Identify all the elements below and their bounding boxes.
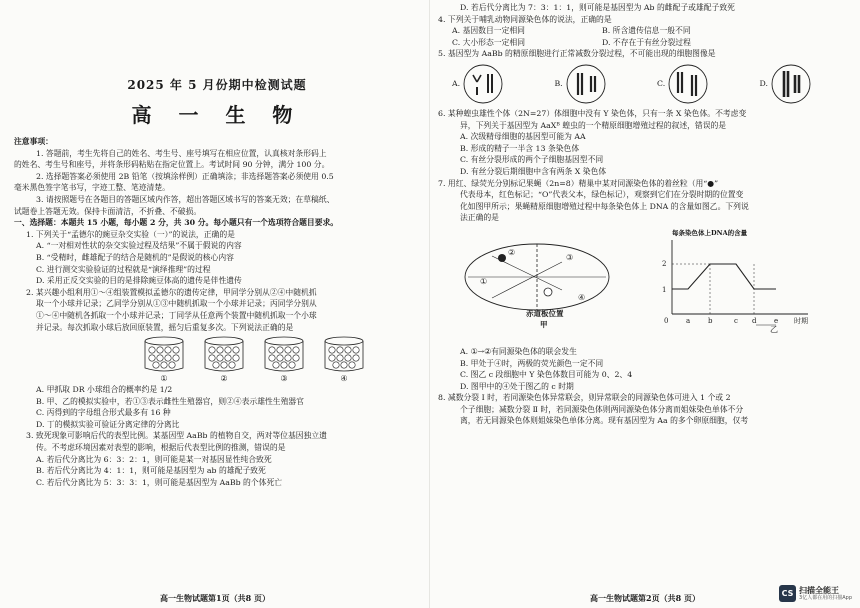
question-8-stem: 个子细胞；减数分裂 Ⅱ 时，若同源染色体则两同源染色体分离而姐妹染色单体不分 [460,404,744,414]
spindle-diagram [462,242,612,312]
question-6-stem: 6. 某种蝗虫雄性个体（2N=27）体细胞中没有 Y 染色体，只有一条 X 染色体。不考虑变 [438,108,747,118]
spindle-marker: ③ [566,252,574,262]
question-1-option: C. 进行测交实验验证的过程就是“演绎推理”的过程 [36,264,211,274]
question-7-option: D. 图甲中的④处于图乙的 c 时期 [460,381,574,391]
cell-option-label: D. [759,79,768,89]
graph-x-tick-label: e [774,316,779,325]
dna-content-line [672,264,776,289]
beaker [142,336,186,383]
notice-line: 试题卷上答题无效。保持卡面清洁，不折叠、不破损。 [14,206,202,216]
camscanner-name: 扫描全能王 [799,585,840,595]
question-1-option: B. “受精时，雌雄配子的结合是随机的”是假说的核心内容 [36,252,234,262]
beaker [262,336,306,383]
spindle-marker: ② [508,247,516,257]
notice-line: 2. 选择题答案必须使用 2B 铅笔（按填涂样例）正确填涂；非选择题答案必须使用 0.5 [36,171,334,181]
beaker-figure [134,336,374,383]
graph-x-tick-label: a [686,316,691,325]
camscanner-logo-icon: CS [779,585,796,602]
question-2-option: B. 甲、乙的模拟实验中，若①③表示雌性生殖器官，则②④表示雄性生殖器官 [36,396,304,406]
dna-graph-title: 每条染色体上DNA的含量 [672,228,748,237]
question-3-option: D. 若后代分离比为 7：3：1：1，则可能是基因型为 Ab 的雌配子或雄配子致死 [460,3,735,12]
page-footer: 高一生物试题第2页（共8 页） [590,593,700,603]
question-6-option: D. 有丝分裂后期细胞中含有两条 X 染色体 [460,166,607,176]
question-7-stem: 代表母本，红色标记；“O”代表父本，绿色标记），观察到它们在分裂时期的位置变 [460,190,744,200]
cell-option [760,63,812,105]
question-3-option: C. 若后代分离比为 5：3：3：1，则可能是基因型为 AaBb 的个体死亡 [36,477,283,487]
question-1-stem: 1. 下列关于“孟德尔的豌豆杂交实验（一）”的说法，正确的是 [26,229,235,239]
beaker [322,336,366,383]
question-3-stem: 传。不考虑环境因素对表型的影响，根据后代表型比例的推测，错误的是 [36,443,286,453]
question-8-stem: 离，若无同源染色体则姐妹染色单体分离。现有基因型为 Aa 的多个卵原细胞，仅考 [460,416,749,426]
question-4-option: C. 大小形态一定相同 [452,37,526,47]
graph-x-tick-label: c [734,316,738,325]
graph-y-tick-label: 1 [662,285,667,294]
graph-y-tick-label: 2 [662,259,667,268]
exam-title: 2025 年 5 月份期中检测试题 [127,78,307,92]
question-7-stem: 法正确的是 [460,213,499,223]
beaker-icon [262,336,306,374]
question-2-stem: 并记录。每次抓取小球后放回原装置，摇匀后重复多次。下列说法正确的是 [36,322,294,332]
question-4-options [438,25,846,37]
cell-option [554,63,606,105]
section-heading: 一、选择题：本题共 15 小题，每小题 2 分，共 30 分。每小题只有一个选项符合题目要求。 [14,218,339,228]
question-1-option: A. “一对相对性状的杂交实验过程及结果”不属于假说的内容 [36,241,242,251]
figure-yi-label: 乙 [770,324,778,334]
cell-option-label: B. [554,79,563,89]
notice-line: 的姓名、考生号和座号，并将条形码粘贴在指定位置上。考试时间 90 分钟，满分 100 分。 [14,160,330,170]
cell-option-label: A. [452,79,461,89]
question-3-stem: 3. 致死现象可影响后代的表型比例。某基因型 AaBb 的植物自交，两对等位基因独立遗 [26,431,327,441]
beaker-number: ① [160,374,168,384]
cell-diagram-icon [462,63,504,105]
beaker-number: ② [220,374,228,384]
exam-page-2 [430,0,860,608]
beaker-icon [202,336,246,374]
question-2-option: D. 丁的模拟实验可验证分离定律的分离比 [36,419,180,429]
question-6-option: A. 次级精母细胞的基因型可能为 AA [460,132,586,142]
question-2-stem: 取一个小球并记录；乙同学分别从①③中随机抓取一个小球并记录；丙同学分别从 [36,299,317,309]
question-4-stem: 4. 下列关于哺乳动物同源染色体的说法，正确的是 [438,14,612,24]
subject-title: 高 一 生 物 [131,103,303,127]
question-2-stem: 2. 某兴趣小组利用①～④组装置模拟孟德尔的遗传定律，甲同学分别从②④中随机抓 [26,287,317,297]
equatorial-plate-label: 赤道板位置 [526,308,564,318]
notice-line: 毫米黑色签字笔书写，字迹工整、笔迹清楚。 [14,183,170,193]
question-6-option: B. 形成的精子一半含 13 条染色体 [460,143,580,153]
graph-origin-label: 0 [664,316,669,325]
beaker-number: ④ [340,374,348,384]
question-4-option: D. 不存在于有丝分裂过程 [602,37,691,47]
cell-option-label: C. [657,79,666,89]
beaker-icon [322,336,366,374]
figure-jia-label: 甲 [540,319,548,329]
cell-diagram-icon [565,63,607,105]
notice-line: 1. 答题前，考生先将自己的姓名、考生号、座号填写在相应位置，认真核对条形码上 [36,148,327,158]
graph-x-tick-label: d [752,316,757,325]
question-2-option: C. 丙得到的字母组合形式最多有 16 种 [36,408,171,418]
question-4-option: B. 所含遗传信息一般不同 [602,26,691,36]
cell-option [657,63,709,105]
page-footer: 高一生物试题第1页（共8 页） [160,593,270,603]
question-7-option: A. ①→②有同源染色体的联会发生 [460,346,577,356]
camscanner-watermark [779,585,852,602]
question-6-option: C. 有丝分裂形成的两个子细胞基因型不同 [460,155,604,165]
beaker [202,336,246,383]
cell-option [452,63,504,105]
question-7-stem: 化如图甲所示；果蝇精原细胞增殖过程中每条染色体上 DNA 的含量如图乙。下列说 [460,201,749,211]
question-8-stem: 8. 减数分裂 Ⅰ 时，若同源染色体异常联会，则异常联会的同源染色体可进入 1 个或 2 [438,393,731,403]
dna-content-graph [636,226,836,338]
question-7-figures [438,226,846,344]
notice-line: 3. 请按照题号在各题目的答题区域内作答，超出答题区域书写的答案无效；在草稿纸、 [36,194,335,204]
question-2-stem: ①～④中随机各抓取一个小球并记录；丁同学从任意两个装置中随机抓取一个小球 [36,310,317,320]
graph-x-axis-label: 时期 [794,316,808,325]
question-3-option: B. 若后代分离比为 4：1：1，则可能是基因型为 ab 的雄配子致死 [36,466,266,476]
beaker-icon [142,336,186,374]
graph-x-tick-label: b [708,316,713,325]
question-4-option: A. 基因数目一定相同 [452,26,525,36]
question-1-option: D. 采用正反交实验的目的是排除豌豆体高的遗传是伴性遗传 [36,276,242,286]
cell-diagram-icon [770,63,812,105]
spindle-marker: ① [480,276,488,286]
camscanner-tagline: 3亿人都在用的扫描App [799,594,852,601]
question-4-options [438,37,846,49]
question-7-option: C. 图乙 c 段细胞中 Y 染色体数目可能为 0、2、4 [460,370,633,380]
question-3-option: A. 若后代分离比为 6：3：2：1，则可能是某一对基因显性纯合致死 [36,454,272,464]
beaker-number: ③ [280,374,288,384]
question-7-stem: 7. 用红、绿荧光分别标记果蝇（2n=8）精巢中某对同源染色体的着丝粒（用“●” [438,178,719,188]
cell-figures [452,63,812,105]
question-7-option: B. 甲处于④时，两极的荧光颜色一定不同 [460,358,604,368]
cell-diagram-icon [667,63,709,105]
spindle-marker: ④ [578,292,586,302]
question-5-stem: 5. 基因型为 AaBb 的精原细胞进行正常减数分裂过程，不可能出现的细胞图像是 [438,49,716,59]
notice-heading: 注意事项： [14,137,53,146]
question-2-option: A. 甲抓取 DR 小球组合的概率约是 1/2 [36,385,173,395]
question-6-stem: 异，下列关于基因型为 AaXᴮ 蝗虫的一个精原细胞增殖过程的叙述，错误的是 [460,120,727,130]
